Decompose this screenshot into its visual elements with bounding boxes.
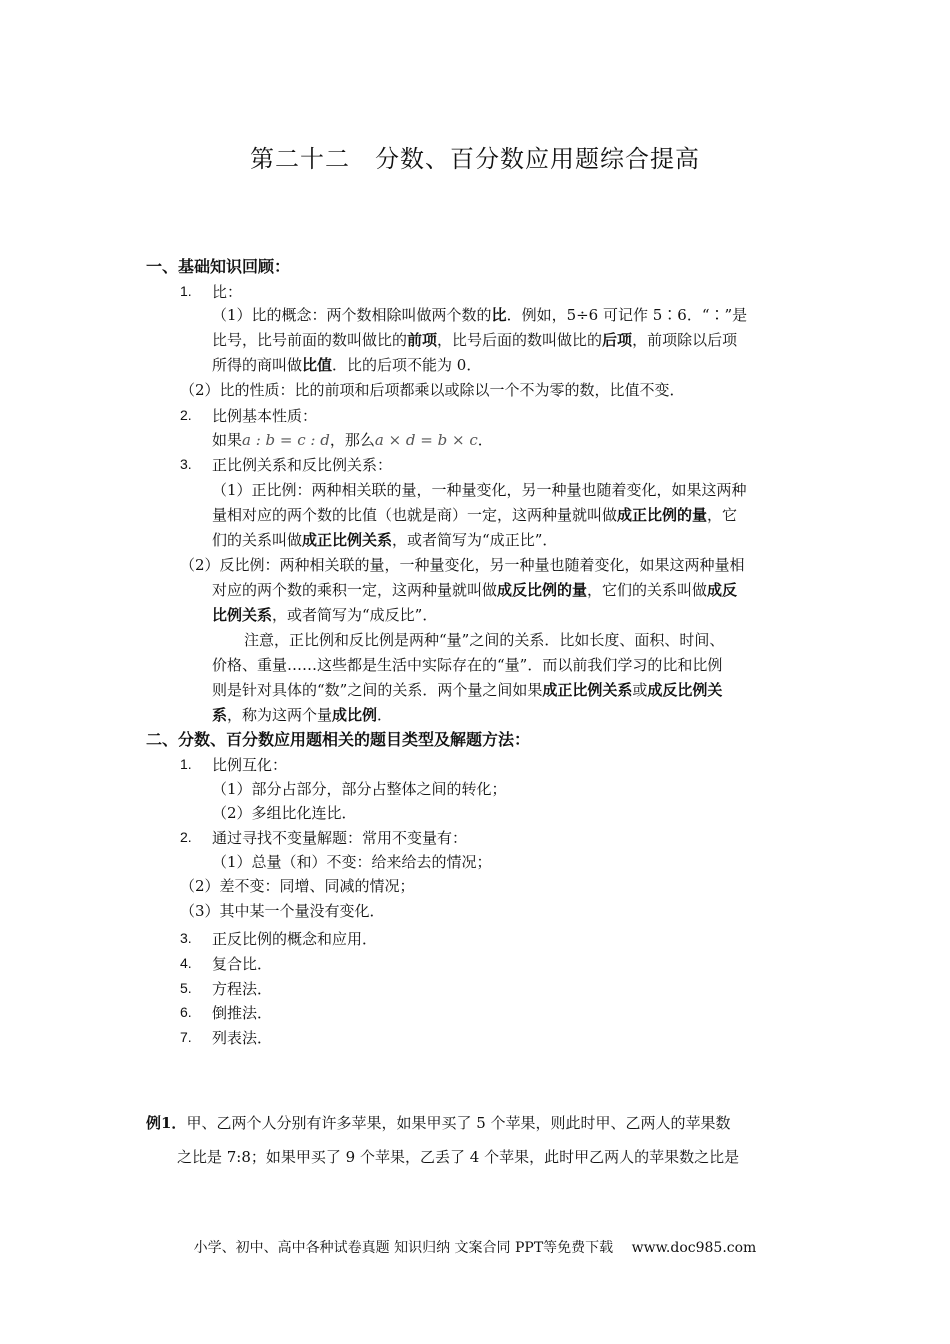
paragraph-line: 价格、重量……这些都是生活中实际存在的“量”．而以前我们学习的比和比例 xyxy=(212,656,723,674)
paragraph-line: （1）比的概念：两个数相除叫做两个数的比．例如，5÷6 可记作 5∶6．“∶”是 xyxy=(212,306,748,324)
formula-ratio: a : b = c : d xyxy=(242,431,330,449)
item-number: 5. xyxy=(180,980,192,996)
example-line: 之比是 7:8；如果甲买了 9 个苹果，乙丢了 4 个苹果，此时甲乙两人的苹果数之比是 xyxy=(177,1148,740,1166)
formula-product: a × d = b × c xyxy=(374,431,478,449)
paragraph-line: 对应的两个数的乘积一定，这两种量就叫做成反比例的量，它们的关系叫做成反 xyxy=(212,581,738,599)
item-number: 3. xyxy=(180,930,192,946)
paragraph-line: 量相对应的两个数的比值（也就是商）一定，这两种量就叫做成正比例的量，它 xyxy=(212,506,738,524)
paragraph-line: 注意，正比例和反比例是两种“量”之间的关系．比如长度、面积、时间、 xyxy=(244,631,725,649)
sub-item: （1）总量（和）不变：给来给去的情况； xyxy=(212,853,492,871)
item-number: 6. xyxy=(180,1004,192,1020)
paragraph-line: 系，称为这两个量成比例． xyxy=(212,706,393,724)
example-line: 例1．甲、乙两个人分别有许多苹果，如果甲买了 5 个苹果，则此时甲、乙两人的苹果数 xyxy=(146,1114,731,1132)
sub-item: （3）其中某一个量没有变化． xyxy=(180,902,385,920)
formula-line: 如果a : b = c : d，那么a × d = b × c． xyxy=(212,431,493,449)
example-label: 例1． xyxy=(146,1114,187,1132)
item-label: 正比例关系和反比例关系： xyxy=(212,456,393,474)
section-1-heading: 一、基础知识回顾： xyxy=(146,257,291,276)
item-number: 2. xyxy=(180,829,192,845)
paragraph-line: 比例关系，或者简写为“成反比”． xyxy=(212,606,438,624)
paragraph-line: 则是针对具体的“数”之间的关系．两个量之间如果成正比例关系或成反比例关 xyxy=(212,681,723,699)
paragraph-line: 所得的商叫做比值．比的后项不能为 0． xyxy=(212,356,482,374)
item-number: 3. xyxy=(180,456,192,472)
item-label: 正反比例的概念和应用． xyxy=(212,930,378,948)
sub-item: （1）部分占部分，部分占整体之间的转化； xyxy=(212,780,507,798)
page-footer: 小学、初中、高中各种试卷真题 知识归纳 文案合同 PPT等免费下载 www.doc985.com xyxy=(193,1240,757,1256)
item-label: 通过寻找不变量解题：常用不变量有： xyxy=(212,829,468,847)
item-number: 7. xyxy=(180,1029,192,1045)
paragraph-line: （1）正比例：两种相关联的量，一种量变化，另一种量也随着变化，如果这两种 xyxy=(212,481,747,499)
paragraph-line: （2）反比例：两种相关联的量，一种量变化，另一种量也随着变化，如果这两种量相 xyxy=(180,556,745,574)
paragraph-line: 比号，比号前面的数叫做比的前项，比号后面的数叫做比的后项，前项除以后项 xyxy=(212,331,738,349)
item-label: 列表法． xyxy=(212,1029,273,1047)
sub-item: （2）差不变：同增、同减的情况； xyxy=(180,877,415,895)
paragraph-line: 们的关系叫做成正比例关系，或者简写为“成正比”． xyxy=(212,531,558,549)
item-label: 方程法． xyxy=(212,980,273,998)
item-label: 倒推法． xyxy=(212,1004,273,1022)
page-title: 第二十二 分数、百分数应用题综合提高 xyxy=(250,145,700,173)
item-number: 4. xyxy=(180,955,192,971)
item-label: 复合比． xyxy=(212,955,273,973)
item-label: 比例基本性质： xyxy=(212,407,318,425)
item-label: 比： xyxy=(212,283,243,301)
section-2-heading: 二、分数、百分数应用题相关的题目类型及解题方法： xyxy=(146,730,531,749)
item-label: 比例互化： xyxy=(212,756,288,774)
item-number: 1. xyxy=(180,283,192,299)
item-number: 1. xyxy=(180,756,192,772)
paragraph-line: （2）比的性质：比的前项和后项都乘以或除以一个不为零的数，比值不变． xyxy=(180,381,685,399)
sub-item: （2）多组比化连比． xyxy=(212,804,357,822)
item-number: 2. xyxy=(180,407,192,423)
